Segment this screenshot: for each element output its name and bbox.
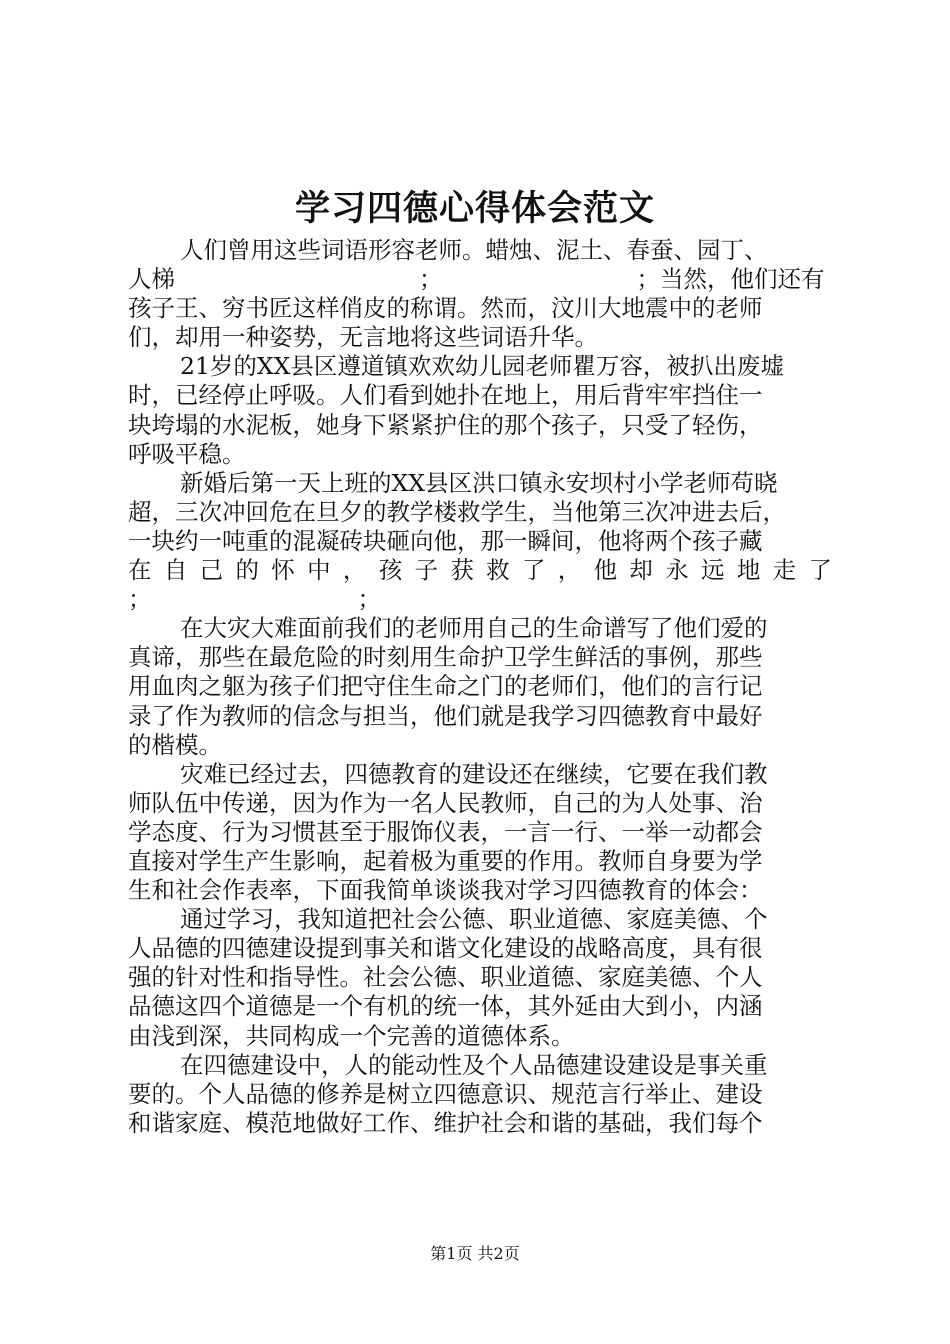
text-line: 时，已经停止呼吸。人们看到她扑在地上，用后背牢牢挡住一 <box>128 381 763 410</box>
text-line: 在四德建设中，人的能动性及个人品德建设建设是事关重 <box>180 1050 768 1079</box>
text-line: 一块约一吨重的混凝砖块砸向他，那一瞬间，他将两个孩子藏 <box>128 526 763 555</box>
text-line: 直接对学生产生影响，起着极为重要的作用。教师自身要为学 <box>128 846 763 875</box>
text-line: 在大灾大难面前我们的老师用自己的生命谱写了他们爱的 <box>180 614 768 643</box>
text-line: 录了作为教师的信念与担当，他们就是我学习四德教育中最好 <box>128 701 763 730</box>
text-line: 21岁的XX县区遵道镇欢欢幼儿园老师瞿万容，被扒出废墟 <box>180 352 784 381</box>
text-fragment: ； <box>128 585 152 614</box>
text-line: 的楷模。 <box>128 730 222 759</box>
text-fragment: ； <box>357 585 381 614</box>
text-fragment: ； <box>419 265 443 294</box>
text-line: 用血肉之躯为孩子们把守住生命之门的老师们，他们的言行记 <box>128 672 763 701</box>
text-line: 孩子王、穷书匠这样俏皮的称谓。然而，汶川大地震中的老师 <box>128 294 763 323</box>
text-line: 们，却用一种姿势，无言地将这些词语升华。 <box>128 323 598 352</box>
text-line: 在自己的怀中，孩子获救了，他却永远地走了 <box>128 556 832 585</box>
text-line: 人品德的四德建设提到事关和谐文化建设的战略高度，具有很 <box>128 934 763 963</box>
text-fragment: 人梯 <box>128 265 175 294</box>
text-line: 和谐家庭、模范地做好工作、维护社会和谐的基础，我们每个 <box>128 1108 763 1137</box>
text-line: 真谛，那些在最危险的时刻用生命护卫学生鲜活的事例，那些 <box>128 643 763 672</box>
document-body <box>128 236 832 1138</box>
text-line: 生和社会作表率，下面我简单谈谈我对学习四德教育的体会： <box>128 876 763 905</box>
text-line: 师队伍中传递，因为作为一名人民教师，自己的为人处事、治 <box>128 788 763 817</box>
text-line <box>128 585 832 614</box>
text-line: 学态度、行为习惯甚至于服饰仪表，一言一行、一举一动都会 <box>128 817 763 846</box>
page-footer: 第1页 共2页 <box>430 1244 520 1263</box>
text-line: 超，三次冲回危在旦夕的教学楼救学生，当他第三次冲进去后， <box>128 497 786 526</box>
text-line <box>128 265 832 294</box>
text-line: 灾难已经过去，四德教育的建设还在继续，它要在我们教 <box>180 759 768 788</box>
text-line: 由浅到深，共同构成一个完善的道德体系。 <box>128 1021 575 1050</box>
text-fragment: ；当然，他们还有 <box>636 265 825 294</box>
document-title: 学习四德心得体会范文 <box>294 189 655 229</box>
text-line: 要的。个人品德的修养是树立四德意识、规范言行举止、建设 <box>128 1079 763 1108</box>
text-line: 人们曾用这些词语形容老师。蜡烛、泥土、春蚕、园丁、 <box>180 236 768 264</box>
text-line: 呼吸平稳。 <box>128 439 246 468</box>
text-line: 强的针对性和指导性。社会公德、职业道德、家庭美德、个人 <box>128 963 763 992</box>
text-line: 品德这四个道德是一个有机的统一体，其外延由大到小，内涵 <box>128 992 763 1021</box>
text-line: 新婚后第一天上班的XX县区洪口镇永安坝村小学老师苟晓 <box>180 468 778 497</box>
text-line: 块垮塌的水泥板，她身下紧紧护住的那个孩子，只受了轻伤， <box>128 410 763 439</box>
text-line: 通过学习，我知道把社会公德、职业道德、家庭美德、个 <box>180 905 768 934</box>
